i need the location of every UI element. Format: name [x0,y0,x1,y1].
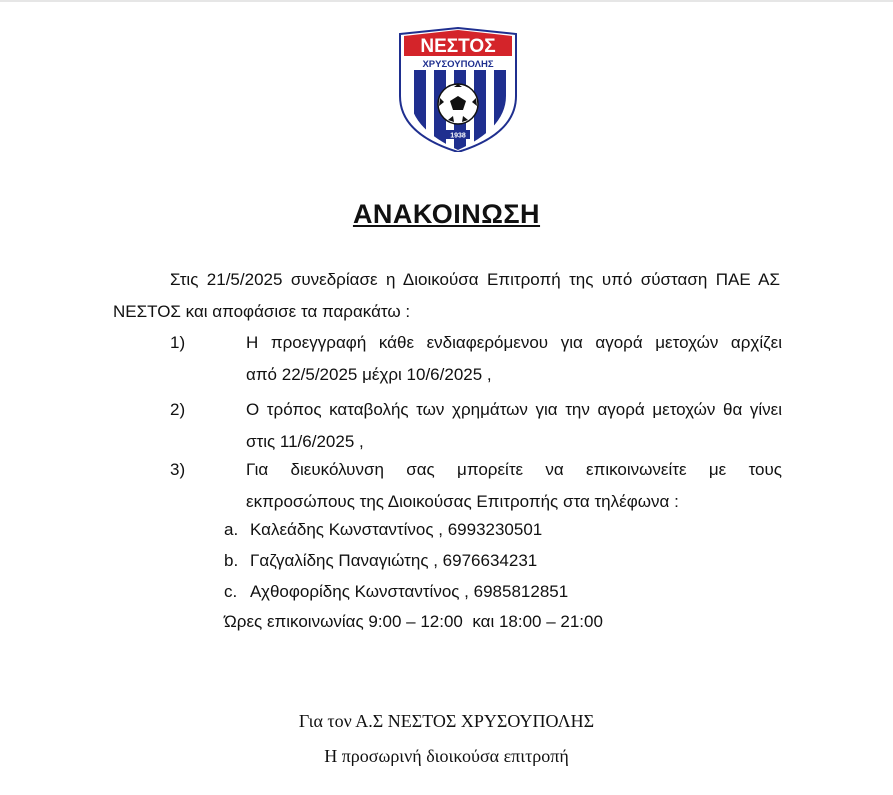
contact-item [224,551,537,571]
intro-paragraph: Στις 21/5/2025 συνεδρίασε η Διοικούσα Επιτροπή της υπό σύσταση ΠΑΕ ΑΣ ΝΕΣΤΟΣ και αποφάσισε τα παρακάτω : [113,270,780,321]
contact-letter: c. [224,582,238,601]
svg-text:ΧΡΥΣΟΥΠΟΛΗΣ: ΧΡΥΣΟΥΠΟΛΗΣ [422,59,494,70]
item-text: Η προεγγραφή κάθε ενδιαφερόμενου για αγορά μετοχών αρχίζει [246,333,782,352]
signature-line-1: Για τον Α.Σ ΝΕΣΤΟΣ ΧΡΥΣΟΥΠΟΛΗΣ [298,711,595,731]
page-title: ΑΝΑΚΟΙΝΩΣΗ [352,199,541,229]
football-icon [438,84,478,124]
contact-text: Αχθοφορίδης Κωνσταντίνος , 6985812851 [250,582,569,601]
contact-item [224,520,542,540]
contact-text: Γαζγαλίδης Παναγιώτης , 6976634231 [250,551,538,570]
svg-text:ΝΕΣΤΟΣ: ΝΕΣΤΟΣ [420,36,496,57]
club-crest-logo [396,24,520,152]
contact-text: Καλεάδης Κωνσταντίνος , 6993230501 [250,520,543,539]
contact-hours: Ώρες επικοινωνίας 9:00 – 12:00 και 18:00 – 21:00 [224,612,603,631]
svg-text:1938: 1938 [450,132,466,140]
item-number: 2) [170,400,186,419]
item-text: στις 11/6/2025 , [246,432,364,451]
item-text: Για διευκόλυνση σας μπορείτε να επικοινωνείτε με τους [246,460,782,479]
item-text: Ο τρόπος καταβολής των χρημάτων για την αγορά μετοχών θα γίνει [246,400,782,419]
item-number: 1) [170,333,186,352]
signature-line-2: Η προσωρινή διοικούσα επιτροπή [324,746,569,766]
contact-item [224,582,568,602]
item-text: εκπροσώπους της Διοικούσας Επιτροπής στα τηλέφωνα : [246,492,679,511]
item-number: 3) [170,460,186,479]
contact-letter: b. [224,551,239,570]
top-divider [0,0,893,2]
contact-letter: a. [224,520,239,539]
item-text: από 22/5/2025 μέχρι 10/6/2025 , [246,365,492,384]
